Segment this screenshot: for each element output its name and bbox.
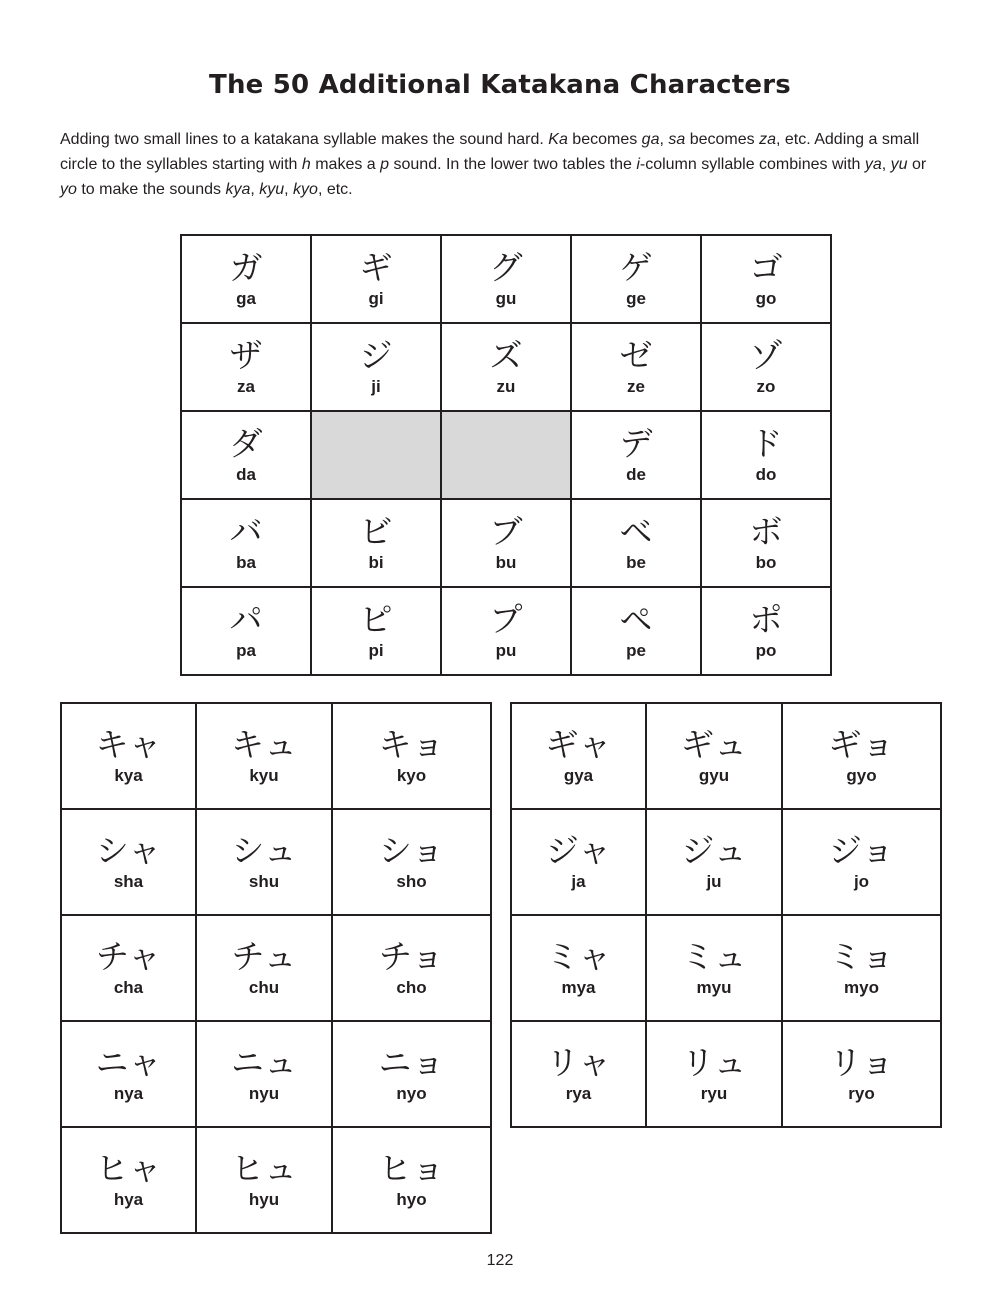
empty-cell: [441, 411, 571, 499]
katakana-char: ジョ: [828, 831, 895, 870]
katakana-char: シャ: [95, 831, 162, 870]
romaji-label: po: [755, 641, 777, 660]
intro-text: ,: [284, 181, 294, 198]
katakana-char: ペ: [619, 600, 653, 639]
intro-text: becomes: [567, 131, 642, 148]
romaji-label: gya: [563, 766, 594, 785]
katakana-char: ポ: [749, 600, 783, 639]
kana-cell: [441, 235, 571, 323]
katakana-char: キャ: [95, 725, 162, 764]
katakana-char: ミュ: [681, 937, 747, 976]
romaji-label: chu: [248, 978, 280, 997]
romaji-label: gi: [368, 289, 384, 308]
katakana-char: ビ: [359, 512, 393, 551]
kana-cell: [441, 499, 571, 587]
katakana-char: キョ: [378, 725, 445, 764]
katakana-char: パ: [229, 600, 263, 639]
kana-cell: [646, 809, 782, 915]
table-row: [61, 809, 491, 915]
table-row: [181, 411, 831, 499]
kana-cell: [701, 235, 831, 323]
page-title: The 50 Additional Katakana Characters: [209, 70, 791, 100]
kana-cell: [571, 499, 701, 587]
romaji-label: pi: [368, 641, 384, 660]
intro-term: ya: [864, 156, 882, 173]
intro-text: ,: [250, 181, 260, 198]
katakana-char: ジ: [359, 336, 393, 375]
kana-cell: [701, 411, 831, 499]
katakana-char: ザ: [229, 336, 263, 375]
kana-cell: [311, 587, 441, 675]
romaji-label: nyo: [396, 1084, 427, 1103]
katakana-char: チャ: [95, 937, 161, 976]
kana-cell: [511, 1021, 646, 1127]
kana-cell: [332, 1127, 491, 1233]
kana-cell: [571, 587, 701, 675]
table-row: [61, 915, 491, 1021]
katakana-char: ミャ: [545, 937, 612, 976]
kana-cell: [61, 809, 196, 915]
romaji-label: do: [755, 465, 777, 484]
intro-term: ga: [641, 131, 660, 148]
romaji-label: nya: [113, 1084, 144, 1103]
combination-table-left: [60, 702, 492, 1234]
katakana-char: ブ: [489, 512, 523, 551]
dakuten-handakuten-table: [180, 234, 832, 676]
kana-cell: [61, 703, 196, 809]
romaji-label: hyu: [248, 1190, 280, 1209]
table-row: [511, 1021, 941, 1127]
romaji-label: ze: [627, 377, 645, 396]
romaji-label: kya: [114, 766, 143, 785]
intro-term: h: [301, 156, 311, 173]
katakana-char: ド: [749, 424, 783, 463]
katakana-char: ヒュ: [231, 1149, 297, 1188]
katakana-char: デ: [619, 424, 653, 463]
kana-cell: [196, 915, 332, 1021]
katakana-char: プ: [489, 600, 523, 639]
romaji-label: da: [236, 465, 256, 484]
kana-cell: [311, 323, 441, 411]
combination-table-right: [510, 702, 942, 1128]
kana-cell: [646, 1021, 782, 1127]
romaji-label: ju: [706, 872, 722, 891]
katakana-char: チョ: [378, 937, 444, 976]
romaji-label: nyu: [248, 1084, 280, 1103]
romaji-label: gu: [495, 289, 517, 308]
intro-term: kyo: [293, 181, 318, 198]
kana-cell: [196, 809, 332, 915]
katakana-char: ピ: [359, 600, 393, 639]
romaji-label: bi: [368, 553, 384, 572]
katakana-char: ショ: [378, 831, 445, 870]
intro-term: i: [636, 156, 640, 173]
kana-cell: [332, 1021, 491, 1127]
intro-term: za: [759, 131, 776, 148]
kana-cell: [332, 703, 491, 809]
intro-text: makes a: [310, 156, 381, 173]
kana-cell: [701, 587, 831, 675]
kana-cell: [701, 323, 831, 411]
katakana-char: ベ: [619, 512, 653, 551]
katakana-char: ボ: [749, 512, 783, 551]
table-row: [181, 587, 831, 675]
katakana-char: ゲ: [619, 248, 653, 287]
katakana-char: ズ: [489, 336, 523, 375]
romaji-label: bu: [495, 553, 517, 572]
kana-cell: [61, 1021, 196, 1127]
kana-cell: [441, 587, 571, 675]
romaji-label: ji: [371, 377, 381, 396]
table-row: [61, 1021, 491, 1127]
romaji-label: jo: [853, 872, 870, 891]
katakana-char: ジャ: [545, 831, 612, 870]
kana-cell: [61, 1127, 196, 1233]
table-row: [511, 809, 941, 915]
intro-term: sa: [668, 131, 686, 148]
kana-cell: [511, 915, 646, 1021]
katakana-char: バ: [229, 512, 263, 551]
kana-cell: [196, 1021, 332, 1127]
katakana-char: リョ: [828, 1043, 894, 1082]
kana-cell: [332, 915, 491, 1021]
katakana-char: チュ: [231, 937, 297, 976]
katakana-char: ゾ: [749, 336, 783, 375]
kana-cell: [646, 915, 782, 1021]
kana-cell: [61, 915, 196, 1021]
romaji-label: ge: [626, 289, 646, 308]
romaji-label: hya: [113, 1190, 144, 1209]
romaji-label: za: [237, 377, 255, 396]
katakana-char: ジュ: [681, 831, 747, 870]
romaji-label: pa: [236, 641, 256, 660]
romaji-label: bo: [755, 553, 777, 572]
katakana-char: キュ: [231, 725, 297, 764]
katakana-char: ゼ: [619, 336, 653, 375]
intro-term: yo: [60, 181, 77, 198]
table-row: [181, 499, 831, 587]
romaji-label: gyu: [698, 766, 730, 785]
kana-cell: [571, 323, 701, 411]
kana-cell: [701, 499, 831, 587]
intro-term: kya: [225, 181, 251, 198]
romaji-label: sha: [113, 872, 144, 891]
romaji-label: go: [755, 289, 777, 308]
katakana-char: ニョ: [378, 1043, 445, 1082]
romaji-label: rya: [565, 1084, 592, 1103]
romaji-label: ryo: [848, 1084, 875, 1103]
table-row: [511, 915, 941, 1021]
katakana-char: ゴ: [749, 248, 783, 287]
kana-cell: [181, 499, 311, 587]
katakana-char: ニュ: [231, 1043, 297, 1082]
katakana-char: リャ: [545, 1043, 611, 1082]
katakana-char: ニャ: [95, 1043, 162, 1082]
katakana-char: ギ: [359, 248, 393, 287]
katakana-char: シュ: [231, 831, 297, 870]
intro-term: p: [380, 156, 390, 173]
katakana-char: ミョ: [828, 937, 895, 976]
romaji-label: mya: [561, 978, 596, 997]
intro-paragraph: [60, 127, 940, 202]
kana-cell: [511, 809, 646, 915]
romaji-label: be: [626, 553, 646, 572]
katakana-char: ヒョ: [378, 1149, 445, 1188]
kana-cell: [571, 411, 701, 499]
romaji-label: hyo: [396, 1190, 427, 1209]
intro-text: sound. In the lower two tables the: [389, 156, 637, 173]
romaji-label: kyu: [249, 766, 279, 785]
kana-cell: [181, 323, 311, 411]
katakana-char: ギョ: [828, 725, 895, 764]
kana-cell: [782, 809, 941, 915]
intro-term: Ka: [548, 131, 568, 148]
table-row: [61, 1127, 491, 1233]
romaji-label: shu: [248, 872, 280, 891]
katakana-char: リュ: [681, 1043, 747, 1082]
kana-cell: [311, 235, 441, 323]
kana-cell: [311, 499, 441, 587]
romaji-label: ja: [571, 872, 586, 891]
kana-cell: [196, 1127, 332, 1233]
romaji-label: myu: [696, 978, 732, 997]
intro-text: , etc.: [317, 181, 353, 198]
romaji-label: sho: [396, 872, 427, 891]
romaji-label: cha: [113, 978, 144, 997]
kana-cell: [181, 587, 311, 675]
intro-text: Adding two small lines to a katakana syllable makes the sound hard.: [60, 131, 549, 148]
romaji-label: ga: [236, 289, 256, 308]
katakana-char: ギュ: [681, 725, 747, 764]
romaji-label: ryu: [700, 1084, 728, 1103]
romaji-label: pe: [626, 641, 646, 660]
kana-cell: [782, 703, 941, 809]
katakana-char: グ: [489, 248, 523, 287]
intro-text: ,: [881, 156, 891, 173]
intro-text: -column syllable combines with: [639, 156, 865, 173]
katakana-char: ダ: [229, 424, 263, 463]
kana-cell: [196, 703, 332, 809]
kana-cell: [181, 411, 311, 499]
kana-cell: [782, 1021, 941, 1127]
intro-text: becomes: [685, 131, 760, 148]
romaji-label: pu: [495, 641, 517, 660]
kana-cell: [441, 323, 571, 411]
romaji-label: myo: [844, 978, 879, 997]
romaji-label: kyo: [396, 766, 427, 785]
katakana-char: ヒャ: [95, 1149, 162, 1188]
katakana-char: ギャ: [545, 725, 612, 764]
romaji-label: zu: [496, 377, 516, 396]
romaji-label: cho: [396, 978, 427, 997]
intro-text: ,: [659, 131, 669, 148]
table-row: [181, 235, 831, 323]
table-row: [511, 703, 941, 809]
intro-term: kyu: [259, 181, 285, 198]
kana-cell: [782, 915, 941, 1021]
kana-cell: [332, 809, 491, 915]
table-row: [181, 323, 831, 411]
table-row: [61, 703, 491, 809]
kana-cell: [571, 235, 701, 323]
romaji-label: ba: [236, 553, 256, 572]
kana-cell: [181, 235, 311, 323]
kana-cell: [646, 703, 782, 809]
intro-text: to make the sounds: [76, 181, 226, 198]
intro-text: or: [907, 156, 927, 173]
romaji-label: zo: [756, 377, 776, 396]
romaji-label: de: [626, 465, 646, 484]
empty-cell: [311, 411, 441, 499]
romaji-label: gyo: [846, 766, 877, 785]
page-number: 122: [486, 1252, 514, 1269]
kana-cell: [511, 703, 646, 809]
intro-text: , etc. Adding a small circle to the syllables starting with: [60, 131, 920, 173]
katakana-char: ガ: [229, 248, 263, 287]
intro-term: yu: [890, 156, 908, 173]
